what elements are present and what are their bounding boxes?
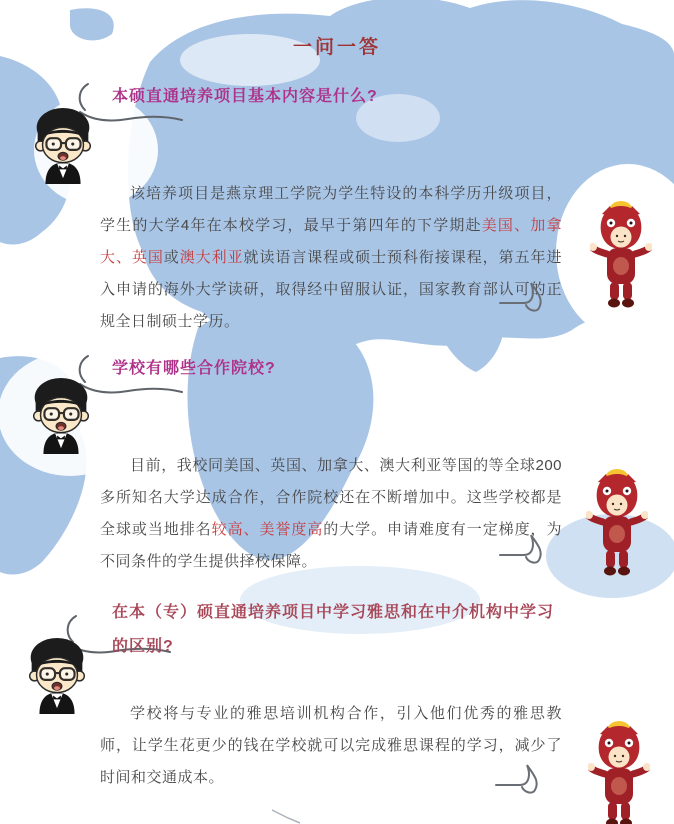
- boy-avatar-icon: [24, 104, 102, 186]
- answer-segment-highlight: 较高、美誉度高: [211, 521, 324, 538]
- boy-avatar-icon: [22, 374, 100, 456]
- question-3-text: 在本（专）硕直通培养项目中学习雅思和在中介机构中学习的区别?: [112, 604, 555, 655]
- answer-segment: 就读语言课程或硕士预科衔接课程，第五年进入申请的海外大学读研，取得经中留服认证，国家教育部认可的正规全日制硕士学历。: [100, 249, 562, 330]
- question-2-text: 学校有哪些合作院校?: [112, 360, 276, 377]
- answer-segment: 目前，我校同美国、英国、加拿大、澳大利亚等国的等全球200多所知名大学达成合作，合作院校还在不断增加中。这些学校都是全球或当地排名: [100, 457, 562, 538]
- answer-segment-highlight: 美国、加拿大、英国: [100, 217, 562, 266]
- answer-segment: 该培养项目是燕京理工学院为学生特设的本科学历升级项目，学生的大学4年在本校学习，最早于第四年的下学期赴: [100, 185, 562, 234]
- question-1-text: 本硕直通培养项目基本内容是什么?: [112, 88, 378, 105]
- page-title: 一问一答: [292, 37, 381, 58]
- answer-segment: 或: [163, 249, 180, 266]
- answer-bubble-tail-icon: [498, 280, 550, 316]
- answer-segment: 学校将与专业的雅思培训机构合作，引入他们优秀的雅思教师，让学生花更少的钱在学校就可以完成雅思课程的学习，减少了时间和交通成本。: [100, 705, 562, 786]
- answer-bubble-tail-icon: [494, 762, 546, 798]
- horse-mascot-icon: [586, 466, 648, 582]
- answer-3-paragraph: [100, 698, 562, 794]
- answer-bubble-tail-icon: [498, 532, 550, 568]
- answer-segment-highlight: 澳大利亚: [179, 249, 244, 266]
- horse-mascot-icon: [590, 198, 652, 314]
- answer-1-paragraph: [100, 178, 562, 338]
- answer-2-paragraph: [100, 450, 562, 578]
- horse-mascot-icon: [588, 718, 650, 824]
- boy-avatar-icon: [18, 634, 96, 716]
- answer-segment: 的大学。申请难度有一定梯度，为不同条件的学生提供择校保障。: [100, 521, 562, 570]
